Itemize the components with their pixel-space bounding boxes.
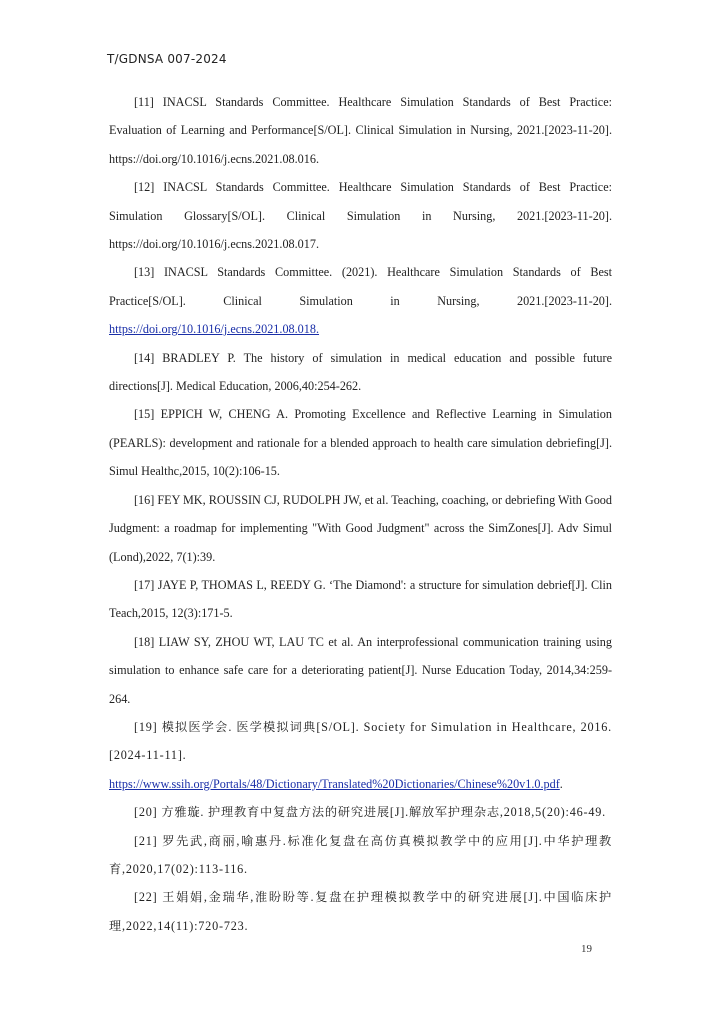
reference-text: [18] LIAW SY, ZHOU WT, LAU TC et al. An interprofessional communication training using simulation to enhance safe care for a deteriorating patient[J]. Nurse Education Today, 2014,34:259-264. [109,634,612,706]
page-number: 19 [581,943,592,955]
reference-item [109,486,612,571]
reference-item [109,88,612,173]
reference-item [109,798,612,826]
reference-list [109,88,612,940]
reference-item [109,827,612,884]
document-code: T/GDNSA 007-2024 [107,52,227,66]
reference-item [109,400,612,485]
reference-item [109,628,612,713]
reference-text: [22] 王娟娟,金瑞华,淮盼盼等.复盘在护理模拟教学中的研究进展[J].中国临床护理,2022,14(11):720-723. [109,890,612,933]
reference-text: [19] 模拟医学会. 医学模拟词典[S/OL]. Society for Simulation in Healthcare, 2016. [2024-11-11]. [109,719,612,763]
reference-text: [17] JAYE P, THOMAS L, REEDY G. ‘The Diamond': a structure for simulation debrief[J]. Clin Teach,2015, 12(3):171-5. [109,577,612,621]
reference-link-suffix: . [559,776,563,791]
reference-text: [11] INACSL Standards Committee. Healthcare Simulation Standards of Best Practice: Evaluation of Learning and Performance[S/OL]. Clinical Simulation in Nursing, 2021.[2023-11-20]. https://doi.org/10.1016/j.ecns.2021.08.016. [109,95,612,166]
reference-text: [16] FEY MK, ROUSSIN CJ, RUDOLPH JW, et al. Teaching, coaching, or debriefing With Good Judgment: a roadmap for implementing "With Good Judgment" across the SimZones[J]. Adv Simul (Lond),2022, 7(1):39. [109,492,612,564]
reference-text: [12] INACSL Standards Committee. Healthcare Simulation Standards of Best Practice: Simulation Glossary[S/OL]. Clinical Simulation in Nursing, 2021.[2023-11-20]. https://doi.org/10.1016/j.ecns.2021.08.017. [109,180,612,252]
reference-text: [13] INACSL Standards Committee. (2021). Healthcare Simulation Standards of Best Practice[S/OL]. Clinical Simulation in Nursing, 2021.[2023-11-20]. [109,265,612,308]
reference-item [109,713,612,798]
reference-text: [21] 罗先武,商丽,喻惠丹.标准化复盘在高仿真模拟教学中的应用[J].中华护理教育,2020,17(02):113-116. [109,833,612,876]
reference-doi-link[interactable]: https://doi.org/10.1016/j.ecns.2021.08.018. [109,322,320,337]
reference-item [109,258,612,343]
reference-item [109,344,612,401]
reference-item [109,883,612,940]
reference-item [109,173,612,258]
reference-text: [20] 方雅璇. 护理教育中复盘方法的研究进展[J].解放军护理杂志,2018,5(20):46-49. [134,805,606,820]
reference-pdf-link[interactable]: https://www.ssih.org/Portals/48/Dictionary/Translated%20Dictionaries/Chinese%20v1.0.pdf [109,776,560,791]
reference-text: [15] EPPICH W, CHENG A. Promoting Excellence and Reflective Learning in Simulation (PEARLS): development and rationale for a blended approach to health care simulation debriefing[J]. Simul Healthc,2015, 10(2):106-15. [109,407,612,479]
reference-text: [14] BRADLEY P. The history of simulation in medical education and possible future directions[J]. Medical Education, 2006,40:254-262. [109,350,612,394]
reference-item [109,571,612,628]
